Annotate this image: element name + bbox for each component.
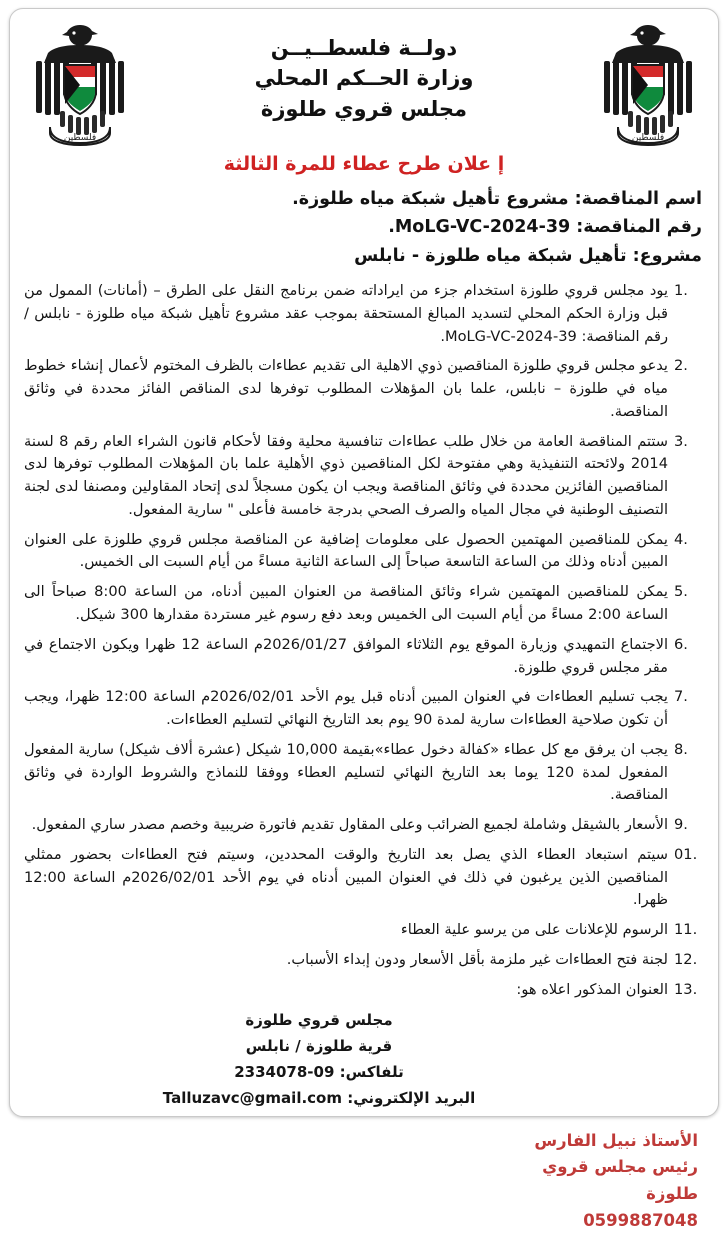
clause-number: 9. bbox=[674, 816, 688, 834]
signature-block bbox=[488, 1128, 704, 1235]
header-titles bbox=[136, 19, 592, 124]
signatory-title: رئيس مجلس قروي طلوزة bbox=[542, 1157, 698, 1204]
address-telefax: تلفاكس: 09-2334078 bbox=[234, 1063, 404, 1082]
clause-number: 4. bbox=[674, 530, 688, 548]
clause-text: يجب ان يرفق مع كل عطاء «كفالة دخول عطاء»بقيمة 10,000 شيكل (عشرة ألاف شيكل) سارية المفعول المفعول لمدة 120 يوما بعد التاريخ النهائي لتسليم العطاء ووفقا للنماذج والشروط الواردة في وثائق المناقصة. bbox=[24, 740, 668, 804]
clause-item bbox=[24, 949, 704, 972]
clause-item bbox=[24, 431, 704, 522]
clause-number: 11. bbox=[674, 921, 698, 939]
clause-text: يود مجلس قروي طلوزة استخدام جزء من ايراداته ضمن برنامج النقل على الطرق – (أمانات) الممول من قبل وزارة الحكم المحلي لتسديد المبالغ المستحقة بموجب عقد مشروع تأهيل شبكة مياه طلوزة - نابلس / رقم المناقصة: MoLG-VC-2024-39. bbox=[24, 282, 668, 345]
svg-text:فلسطين: فلسطين bbox=[631, 133, 665, 143]
clause-text: العنوان المذكور اعلاه هو: bbox=[516, 980, 668, 998]
tender-name-line: اسم المناقصة: مشروع تأهيل شبكة مياه طلوزة. bbox=[292, 189, 702, 209]
tender-project-line: مشروع: تأهيل شبكة مياه طلوزة - نابلس bbox=[354, 245, 702, 266]
clause-list bbox=[24, 280, 704, 1001]
address-council: مجلس قروي طلوزة bbox=[245, 1011, 393, 1030]
org-line-council: مجلس قروي طلوزة bbox=[260, 96, 468, 121]
signatory-name: الأستاذ نبيل الفارس bbox=[534, 1130, 698, 1150]
document-header bbox=[24, 19, 704, 147]
clause-item bbox=[24, 280, 704, 348]
tender-number-line: رقم المناقصة: MoLG-VC-2024-39. bbox=[388, 217, 702, 238]
announcement-sheet bbox=[9, 8, 719, 1230]
clause-item bbox=[24, 979, 704, 1002]
clause-text: ستتم المناقصة العامة من خلال طلب عطاءات تنافسية محلية وفقا لأحكام قانون الشراء العام رقم 8 لسنة 2014 ولائحته التنفيذية وهي مفتوحة لكل المناقصين ذوي الأهلية علما بان المؤهلات المطلوب توفرها لدى المناقصين الفائزين محددة في وثائق المناقصة ويجب ان يكون مسجلاً لدى إتحاد المقاولين ومصنفا لدى لجنة التصنيف الوطنية في مجال المياه والصرف الصحي بدرجة خامسة فأعلى " سارية المفعول. bbox=[24, 432, 668, 518]
clause-text: لجنة فتح العطاءات غير ملزمة بأقل الأسعار ودون إبداء الأسباب. bbox=[286, 950, 668, 968]
tender-meta bbox=[26, 185, 702, 270]
clause-item bbox=[24, 581, 704, 627]
clause-text: الأسعار بالشيقل وشاملة لجميع الضرائب وعلى المقاول تقديم فاتورة ضريبية وخصم مصدر ساري المفعول. bbox=[31, 816, 668, 834]
address-email: البريد الإلكتروني: Talluzavc@gmail.com bbox=[162, 1088, 476, 1107]
clause-number: 13. bbox=[674, 980, 698, 998]
clause-number: 2. bbox=[674, 357, 688, 375]
clause-text: يمكن للمناقصين المهتمين شراء وثائق المناقصة من العنوان المبين أدناه، من الساعة 8:00 صباحاً الى الساعة 2:00 مساءً من أيام السبت الى الخميس وبعد دفع رسوم غير مستردة مقدارها 300 شيكل. bbox=[24, 583, 668, 623]
clause-number: 12. bbox=[674, 950, 698, 968]
clause-number: 5. bbox=[674, 583, 688, 601]
clause-text: يمكن للمناقصين المهتمين الحصول على معلومات إضافية عن المناقصة مجلس قروي طلوزة على العنوان المبين أدناه وذلك من الساعة التاسعة صباحاً إلى الساعة الثانية مساءً من أيام السبت الى الخميس. bbox=[24, 530, 668, 571]
clause-item bbox=[24, 529, 704, 575]
palestine-coat-of-arms-icon-secondary bbox=[24, 19, 136, 145]
org-line-ministry: وزارة الحــكم المحلي bbox=[254, 66, 474, 91]
clause-item bbox=[24, 355, 704, 423]
palestine-coat-of-arms-icon bbox=[592, 19, 704, 145]
clause-text: الاجتماع التمهيدي وزيارة الموقع يوم الثلاثاء الموافق 2026/01/27م الساعة 12 ظهرا ويكون الاجتماع في مقر مجلس قروي طلوزة. bbox=[24, 635, 668, 676]
clause-item bbox=[24, 686, 704, 732]
signatory-phone: 0599887048 bbox=[583, 1210, 698, 1230]
address-block bbox=[24, 1008, 704, 1111]
org-line-state: دولــة فلسطــيــن bbox=[270, 36, 458, 60]
announcement-headline: إ علان طرح عطاء للمرة الثالثة bbox=[223, 153, 505, 175]
clause-text: يدعو مجلس قروي طلوزة المناقصين ذوي الاهلية الى تقديم عطاءات بالظرف المختوم لأعمال إنشاء خطوط مياه في طلوزة – نابلس، علما بان المؤهلات المطلوب توفرها لدى المناقص الفائز محددة في وثائق المناقصة. bbox=[24, 357, 668, 420]
clause-item bbox=[24, 634, 704, 680]
clause-text: الرسوم للإعلانات على من يرسو علية العطاء bbox=[400, 921, 668, 939]
clause-item bbox=[24, 844, 704, 912]
clause-number: 1. bbox=[674, 282, 688, 300]
clause-text: يجب تسليم العطاءات في العنوان المبين أدناه قبل يوم الأحد 2026/02/01م الساعة 12:00 ظهرا، ويجب أن تكون صلاحية العطاءات سارية لمدة 90 يوم بعد التاريخ النهائي لتسليم العطاءات. bbox=[24, 688, 668, 729]
clause-number: 7. bbox=[674, 688, 688, 706]
clause-item bbox=[24, 814, 704, 837]
clause-number: 8. bbox=[674, 740, 688, 758]
svg-text:فلسطين: فلسطين bbox=[63, 133, 97, 143]
clause-number: 3. bbox=[674, 432, 688, 450]
clause-number: 6. bbox=[674, 635, 688, 653]
clause-item bbox=[24, 919, 704, 942]
clause-item bbox=[24, 739, 704, 807]
clause-number: 01. bbox=[674, 845, 698, 863]
address-village: قرية طلوزة / نابلس bbox=[245, 1037, 393, 1056]
clause-text: سيتم استبعاد العطاء الذي يصل بعد التاريخ والوقت المحددين، وسيتم فتح العطاءات بحضور ممثلي المناقصين الذين يرغبون في ذلك في العنوان المبين أدناه في يوم الأحد 2026/02/01م الساعة 12:00 ظهرا. bbox=[24, 845, 668, 909]
